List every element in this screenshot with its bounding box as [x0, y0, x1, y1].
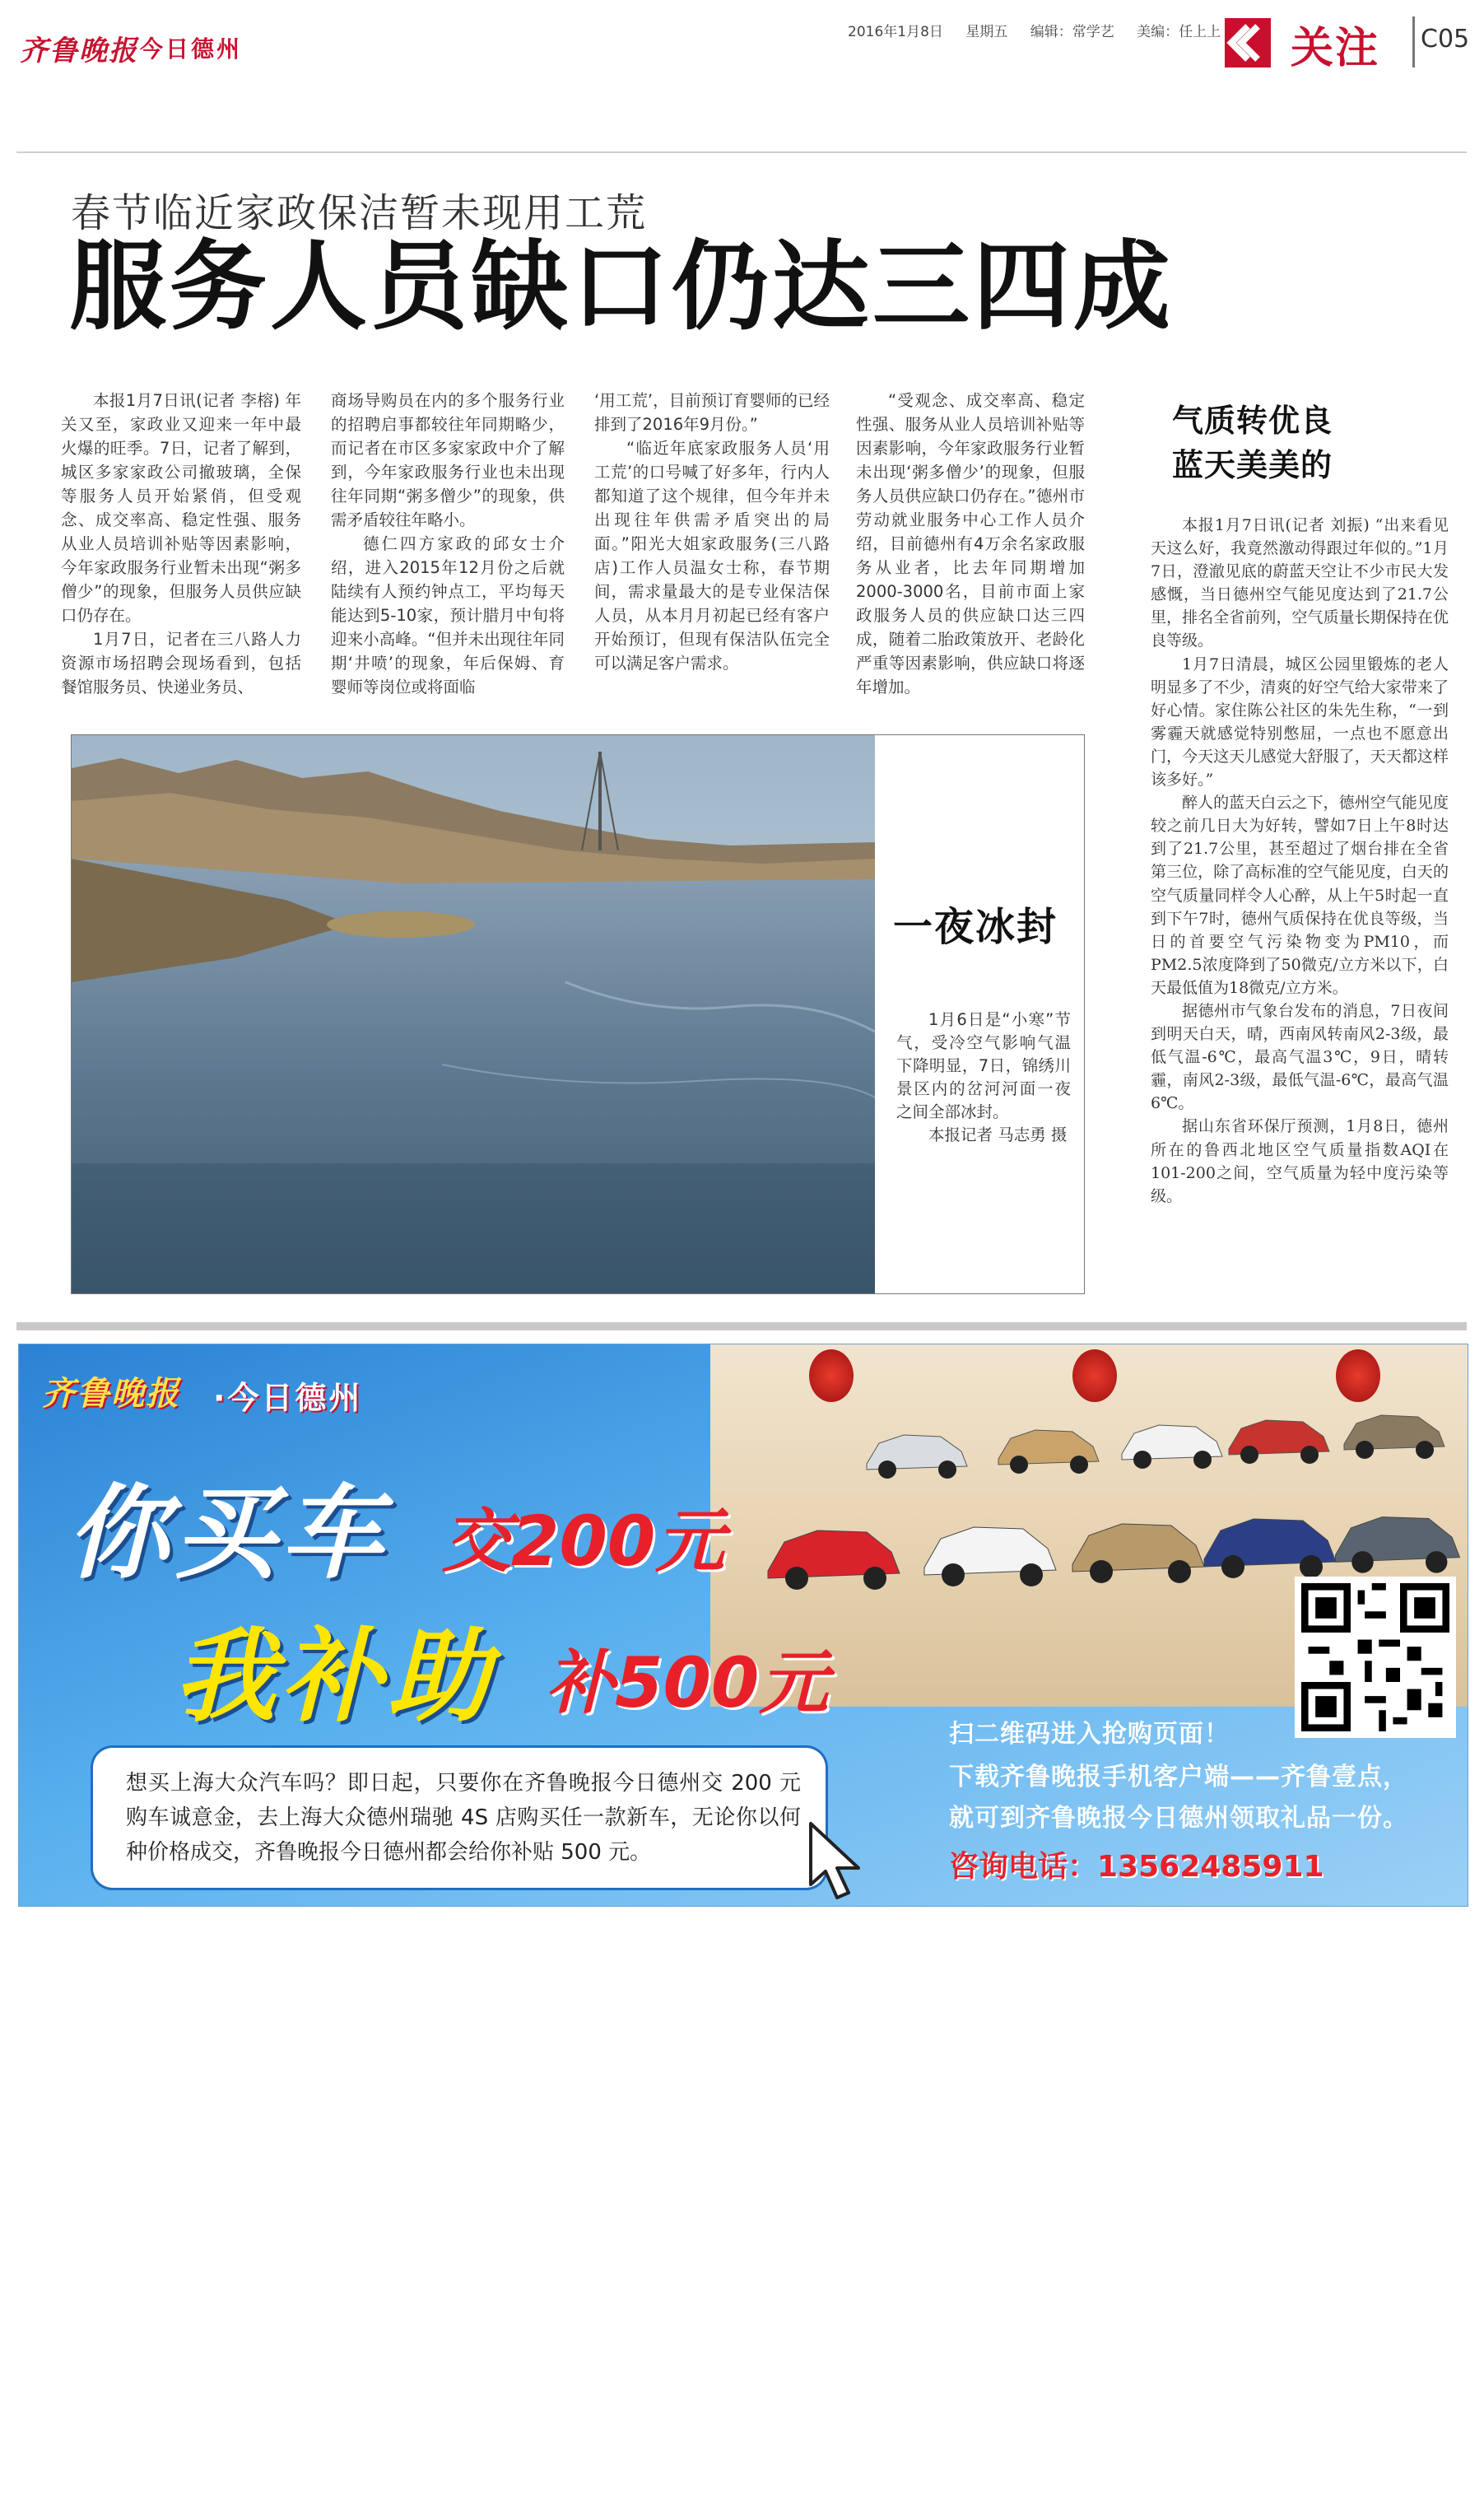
paragraph: 1月7日，记者在三八路人力资源市场招聘会现场看到，包括餐馆服务员、快递业务员、: [61, 630, 301, 696]
issue-weekday: 星期五: [965, 24, 1008, 40]
designer-credit: 美编：任上上: [1137, 24, 1221, 40]
car-icon: [1114, 1409, 1229, 1474]
header-rule: [16, 151, 1467, 153]
car-icon: [916, 1506, 1064, 1596]
article-headline: 服务人员缺口仍达三四成: [69, 230, 1175, 343]
article-column-2: [331, 389, 565, 699]
paragraph: 本报1月7日讯(记者 李榕) 年关又至，家政业又迎来一年中最火爆的旺季。7日，记者了解到，城区多家家政公司撤玻璃，全保等服务人员开始紧俏，但受观念、成交率高、稳定性强、服务从业人员培训补贴等因素影响，今年家政服务行业暂未出现“粥多僧少”的现象，但服务人员供应缺口仍存在。: [61, 391, 301, 625]
ad-slogan-line2: 我补助: [174, 1618, 495, 1736]
sidebar-title-line2: 蓝天美美的: [1172, 447, 1333, 483]
sidebar-column: [1151, 514, 1449, 1208]
paragraph: ‘用工荒’，目前预订育婴师的已经排到了2016年9月份。”: [594, 391, 830, 434]
sidebar-title-line1: 气质转优良: [1172, 403, 1333, 439]
ad-logo: 齐鲁晚报: [42, 1374, 180, 1413]
ad-logo-edition: ·今日德州: [213, 1380, 363, 1416]
section-name: 关注: [1291, 24, 1380, 73]
car-icon: [1064, 1502, 1212, 1593]
photo-credit: 本报记者 马志勇 摄: [928, 1125, 1068, 1144]
qr-code-icon: [1301, 1583, 1449, 1731]
lantern-icon: [1336, 1349, 1380, 1402]
masthead-edition: 今日德州: [140, 35, 243, 63]
article-column-3: [594, 389, 830, 675]
caption-text: 1月6日是“小寒”节气，受冷空气影响气温下降明显，7日，锦绣川景区内的岔河河面一夜之间全部冰封。: [896, 1010, 1071, 1121]
lantern-icon: [1072, 1349, 1117, 1402]
paragraph: 本报1月7日讯(记者 刘振) “出来看见天这么好，我竟然激动得跟过年似的。”1月7日，澄澈见底的蔚蓝天空让不少市民大发感慨，当日德州空气能见度达到了21.7公里，排名全省前列，空气质量长期保持在优良等级。: [1151, 516, 1449, 650]
car-icon: [1336, 1399, 1451, 1465]
cursor-icon: [806, 1820, 875, 1903]
masthead-logo: 齐鲁晚报: [20, 35, 138, 68]
header-divider: [1412, 16, 1415, 68]
car-icon: [1196, 1498, 1344, 1588]
paragraph: 醉人的蓝天白云之下，德州空气能见度较之前几日大为好转，譬如7日上午8时达到了21.7公里，甚至超过了烟台排在全省第三位，除了高标准的空气能见度，白天的空气质量同样令人心醉，从上午5时起一直到下午7时，德州气质保持在优良等级，当日的首要空气污染物变为PM10，而PM2.5浓度降到了50微克/立方米以下，白天最低值为18微克/立方米。: [1151, 794, 1449, 997]
car-icon: [1328, 1494, 1468, 1585]
qr-code[interactable]: [1295, 1577, 1456, 1738]
ad-phone[interactable]: 咨询电话：13562485911: [949, 1850, 1324, 1884]
ad-download-prompt: 下载齐鲁晚报手机客户端——齐鲁壹点，: [949, 1763, 1408, 1791]
ad-slogan-amount2: 补500元: [546, 1642, 829, 1723]
ad-slogan-line1: 你买车: [67, 1474, 388, 1593]
sidebar-title: [1172, 398, 1333, 487]
car-icon: [760, 1509, 908, 1600]
paragraph: 1月7日清晨，城区公园里锻炼的老人明显多了不少，清爽的好空气给大家带来了好心情。家住陈公社区的朱先生称，“一到雾霾天就感觉特别憋屈，一点也不愿意出门，今天这天儿感觉大舒服了，天天都这样该多好。”: [1151, 655, 1449, 790]
issue-date: 2016年1月8日: [848, 24, 943, 40]
ad-info-text: 想买上海大众汽车吗？即日起，只要你在齐鲁晚报今日德州交 200 元购车诚意金，去上海大众德州瑞驰 4S 店购买任一款新车，无论你以何种价格成交，齐鲁晚报今日德州都会给你补贴 500 元。: [126, 1771, 801, 1865]
paragraph: “受观念、成交率高、稳定性强、服务从业人员培训补贴等因素影响，今年家政服务行业暂未出现‘粥多僧少’的现象，但服务人员供应缺口仍存在。”德州市劳动就业服务中心工作人员介绍，目前德州有4万余名家政服务从业者，比去年同期增加2000-3000名，目前市面上家政服务人员的供应缺口达三四成，随着二胎政策放开、老龄化严重等因素影响，供应缺口将逐年增加。: [856, 391, 1085, 696]
paragraph: 据山东省环保厅预测，1月8日，德州所在的鲁西北地区空气质量指数AQI在101-200之间，空气质量为轻中度污染等级。: [1151, 1117, 1449, 1205]
editor-credit: 编辑：常学艺: [1030, 24, 1114, 40]
article-column-1: [61, 389, 301, 699]
frozen-river-photo: [72, 735, 875, 1293]
photo-caption: [896, 1009, 1071, 1147]
paragraph: 商场导购员在内的多个服务行业的招聘启事都较往年同期略少，而记者在市区多家家政中介了解到，今年家政服务行业也未出现往年同期“粥多僧少”的现象，供需矛盾较往年略小。: [331, 391, 565, 529]
article-kicker: 春节临近家政保洁暂未现用工荒: [71, 190, 648, 236]
paragraph: 据德州市气象台发布的消息，7日夜间到明天白天，晴，西南风转南风2-3级，最低气温-6℃，最高气温3℃，9日，晴转霾，南风2-3级，最低气温-6℃，最高气温6℃。: [1151, 1001, 1449, 1113]
paragraph: 德仁四方家政的邱女士介绍，进入2015年12月份之后就陆续有人预约钟点工，平均每天能达到5-10家，预计腊月中旬将迎来小高峰。“但并未出现往年同期‘井喷’的现象，年后保姆、育婴师等岗位或将面临: [331, 534, 565, 696]
masthead-meta: [848, 20, 1239, 40]
photo-title: 一夜冰封: [893, 904, 1058, 950]
ad-info-box: [93, 1748, 826, 1888]
ad-gift-prompt: 就可到齐鲁晚报今日德州领取礼品一份。: [949, 1804, 1408, 1833]
article-column-4: [856, 389, 1085, 699]
paragraph: “临近年底家政服务人员‘用工荒’的口号喊了好多年，行内人都知道了这个规律，但今年并未出现往年供需矛盾突出的局面。”阳光大姐家政服务(三八路店)工作人员温女士称，春节期间，需求量最大的是专业保洁保人员，从本月月初起已经有客户开始预订，但现有保洁队伍完全可以满足客户需求。: [594, 439, 830, 673]
car-icon: [990, 1414, 1105, 1479]
section-marker-icon: [1225, 18, 1271, 68]
lantern-icon: [809, 1349, 854, 1402]
ad-scan-prompt: 扫二维码进入抢购页面！: [949, 1720, 1230, 1749]
car-icon: [858, 1419, 974, 1484]
ad-slogan-amount1: 交200元: [442, 1501, 725, 1582]
page-number: C05: [1421, 25, 1470, 54]
section-separator: [16, 1322, 1467, 1330]
photo-frame: [71, 734, 1085, 1294]
car-icon: [1221, 1404, 1336, 1470]
car-advertisement: [18, 1344, 1468, 1907]
